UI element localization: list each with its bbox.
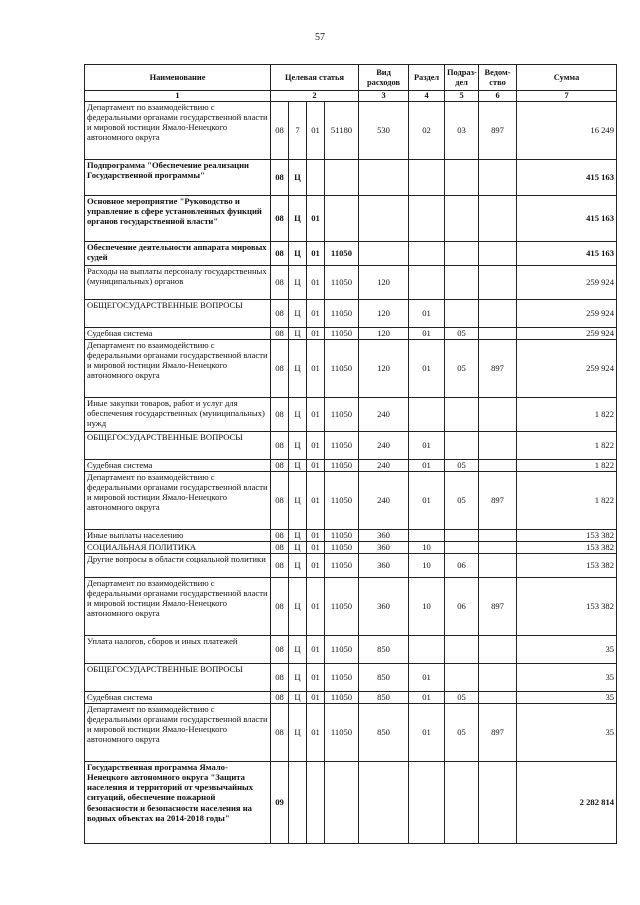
row-department (479, 530, 517, 542)
row-section (409, 196, 445, 242)
row-subsection (445, 242, 479, 266)
row-subsection (445, 160, 479, 196)
row-amount: 415 163 (517, 242, 617, 266)
header-row (85, 65, 617, 91)
row-subsection: 05 (445, 704, 479, 762)
row-name: ОБЩЕГОСУДАРСТВЕННЫЕ ВОПРОСЫ (85, 664, 271, 692)
row-target-program: 08 (271, 398, 289, 432)
row-expense-type: 360 (359, 542, 409, 554)
row-department (479, 664, 517, 692)
row-expense-type: 240 (359, 432, 409, 460)
row-target-code: 11050 (325, 340, 359, 398)
row-section (409, 266, 445, 300)
row-target-code (325, 196, 359, 242)
row-expense-type (359, 196, 409, 242)
row-target-program: 08 (271, 266, 289, 300)
row-subsection (445, 636, 479, 664)
row-section: 10 (409, 542, 445, 554)
row-target-code: 11050 (325, 664, 359, 692)
row-amount: 35 (517, 704, 617, 762)
row-amount: 1 822 (517, 432, 617, 460)
row-target-subprogram: Ц (289, 664, 307, 692)
row-section: 01 (409, 692, 445, 704)
row-amount: 2 282 814 (517, 762, 617, 844)
row-expense-type (359, 242, 409, 266)
row-target-subprogram: Ц (289, 636, 307, 664)
row-target-program: 08 (271, 102, 289, 160)
row-section (409, 530, 445, 542)
row-target-code: 11050 (325, 300, 359, 328)
row-expense-type: 120 (359, 300, 409, 328)
row-department: 897 (479, 472, 517, 530)
row-amount: 35 (517, 664, 617, 692)
row-amount: 259 924 (517, 266, 617, 300)
row-amount: 153 382 (517, 578, 617, 636)
row-target-subprogram: Ц (289, 542, 307, 554)
header-target: Целевая статья (271, 65, 359, 91)
row-amount: 35 (517, 692, 617, 704)
col-num-4: 4 (409, 91, 445, 102)
row-target-code: 11050 (325, 398, 359, 432)
row-section: 01 (409, 664, 445, 692)
row-amount: 259 924 (517, 340, 617, 398)
header-vid: Вид расходов (359, 65, 409, 91)
row-expense-type: 850 (359, 704, 409, 762)
row-target-program: 08 (271, 704, 289, 762)
row-target-program: 08 (271, 664, 289, 692)
row-name: Государственная программа Ямало-Ненецкого автономного округа "Защита населения и территорий от чрезвычайных ситуаций, обеспечение пожарной безопасности и безопасности населения на водных объектах на 2014-2018 годы" (85, 762, 271, 844)
row-subsection (445, 266, 479, 300)
row-target-code: 11050 (325, 692, 359, 704)
header-name: Наименование (85, 65, 271, 91)
row-name: СОЦИАЛЬНАЯ ПОЛИТИКА (85, 542, 271, 554)
row-target-event: 01 (307, 664, 325, 692)
row-subsection: 05 (445, 472, 479, 530)
row-target-program: 08 (271, 636, 289, 664)
row-name: Департамент по взаимодействию с федеральными органами государственной власти и мировой юстиции Ямало-Ненецкого автономного округа (85, 102, 271, 160)
row-section: 10 (409, 578, 445, 636)
row-department (479, 542, 517, 554)
row-subsection: 06 (445, 578, 479, 636)
row-target-subprogram: Ц (289, 266, 307, 300)
row-section: 02 (409, 102, 445, 160)
row-expense-type (359, 762, 409, 844)
row-name: Департамент по взаимодействию с федеральными органами государственной власти и мировой юстиции Ямало-Ненецкого автономного округа (85, 578, 271, 636)
header-podrazdel: Подраз-дел (445, 65, 479, 91)
row-target-program: 08 (271, 328, 289, 340)
row-target-program: 08 (271, 160, 289, 196)
row-target-code: 11050 (325, 432, 359, 460)
row-target-code: 51180 (325, 102, 359, 160)
table-row (85, 328, 617, 340)
row-section: 01 (409, 300, 445, 328)
row-name: Департамент по взаимодействию с федеральными органами государственной власти и мировой юстиции Ямало-Ненецкого автономного округа (85, 472, 271, 530)
row-amount: 153 382 (517, 530, 617, 542)
table-row (85, 196, 617, 242)
row-target-program: 08 (271, 554, 289, 578)
row-target-subprogram: Ц (289, 328, 307, 340)
row-target-event (307, 762, 325, 844)
table-row (85, 636, 617, 664)
row-target-subprogram: Ц (289, 160, 307, 196)
row-subsection: 06 (445, 554, 479, 578)
row-section (409, 762, 445, 844)
row-name: Уплата налогов, сборов и иных платежей (85, 636, 271, 664)
row-department (479, 160, 517, 196)
row-name: ОБЩЕГОСУДАРСТВЕННЫЕ ВОПРОСЫ (85, 432, 271, 460)
table-row (85, 266, 617, 300)
row-target-event: 01 (307, 300, 325, 328)
row-department (479, 328, 517, 340)
row-expense-type: 120 (359, 328, 409, 340)
row-subsection: 05 (445, 692, 479, 704)
header-summa: Сумма (517, 65, 617, 91)
row-subsection: 05 (445, 460, 479, 472)
row-name: Департамент по взаимодействию с федеральными органами государственной власти и мировой юстиции Ямало-Ненецкого автономного округа (85, 340, 271, 398)
row-target-subprogram: Ц (289, 578, 307, 636)
table-row (85, 432, 617, 460)
row-target-code: 11050 (325, 530, 359, 542)
header-razdel: Раздел (409, 65, 445, 91)
table-row (85, 160, 617, 196)
row-expense-type: 360 (359, 578, 409, 636)
row-name: Судебная система (85, 460, 271, 472)
row-amount: 1 822 (517, 460, 617, 472)
row-target-code: 11050 (325, 328, 359, 340)
row-name: ОБЩЕГОСУДАРСТВЕННЫЕ ВОПРОСЫ (85, 300, 271, 328)
row-target-code: 11050 (325, 578, 359, 636)
row-subsection (445, 398, 479, 432)
row-expense-type: 240 (359, 398, 409, 432)
table-row (85, 704, 617, 762)
table-row (85, 460, 617, 472)
row-target-event: 01 (307, 704, 325, 762)
row-section: 01 (409, 460, 445, 472)
row-expense-type: 850 (359, 692, 409, 704)
row-section: 01 (409, 340, 445, 398)
row-department: 897 (479, 578, 517, 636)
row-target-code: 11050 (325, 554, 359, 578)
table-row (85, 530, 617, 542)
row-target-program: 08 (271, 472, 289, 530)
row-department: 897 (479, 340, 517, 398)
row-subsection: 05 (445, 328, 479, 340)
col-num-5: 5 (445, 91, 479, 102)
row-department (479, 762, 517, 844)
row-department (479, 196, 517, 242)
column-number-row (85, 91, 617, 102)
row-amount: 259 924 (517, 300, 617, 328)
row-section: 01 (409, 704, 445, 762)
row-name: Департамент по взаимодействию с федеральными органами государственной власти и мировой юстиции Ямало-Ненецкого автономного округа (85, 704, 271, 762)
row-target-program: 08 (271, 196, 289, 242)
row-name: Расходы на выплаты персоналу государственных (муниципальных) органов (85, 266, 271, 300)
row-section: 01 (409, 328, 445, 340)
row-department (479, 432, 517, 460)
col-num-7: 7 (517, 91, 617, 102)
row-department (479, 266, 517, 300)
row-expense-type: 120 (359, 266, 409, 300)
table-row (85, 762, 617, 844)
row-section: 01 (409, 432, 445, 460)
row-target-event: 01 (307, 554, 325, 578)
row-target-program: 08 (271, 530, 289, 542)
row-target-event: 01 (307, 578, 325, 636)
row-target-subprogram: Ц (289, 530, 307, 542)
row-expense-type: 530 (359, 102, 409, 160)
row-target-subprogram: Ц (289, 242, 307, 266)
row-section: 10 (409, 554, 445, 578)
row-expense-type: 360 (359, 530, 409, 542)
row-target-code (325, 160, 359, 196)
row-target-event: 01 (307, 692, 325, 704)
row-section: 01 (409, 472, 445, 530)
col-num-3: 3 (359, 91, 409, 102)
row-target-event: 01 (307, 472, 325, 530)
row-amount: 153 382 (517, 542, 617, 554)
row-target-event: 01 (307, 328, 325, 340)
row-name: Другие вопросы в области социальной политики (85, 554, 271, 578)
row-amount: 16 249 (517, 102, 617, 160)
row-section (409, 636, 445, 664)
table-row (85, 554, 617, 578)
row-target-code: 11050 (325, 636, 359, 664)
row-target-code: 11050 (325, 704, 359, 762)
row-department (479, 692, 517, 704)
row-target-event: 01 (307, 196, 325, 242)
col-num-2: 2 (271, 91, 359, 102)
row-target-event: 01 (307, 340, 325, 398)
row-expense-type: 120 (359, 340, 409, 398)
budget-table (84, 64, 617, 844)
row-target-program: 08 (271, 242, 289, 266)
row-target-subprogram: Ц (289, 692, 307, 704)
row-department (479, 636, 517, 664)
table-row (85, 242, 617, 266)
row-target-event: 01 (307, 530, 325, 542)
row-target-subprogram: Ц (289, 398, 307, 432)
page-number: 57 (315, 32, 325, 43)
header-vedomstvo: Ведом-ство (479, 65, 517, 91)
row-subsection (445, 196, 479, 242)
table-row (85, 340, 617, 398)
row-section (409, 160, 445, 196)
row-target-code: 11050 (325, 472, 359, 530)
row-expense-type: 850 (359, 664, 409, 692)
row-amount: 35 (517, 636, 617, 664)
row-subsection (445, 300, 479, 328)
row-target-subprogram: 7 (289, 102, 307, 160)
row-target-subprogram: Ц (289, 196, 307, 242)
row-section (409, 398, 445, 432)
row-target-program: 08 (271, 432, 289, 460)
row-target-event: 01 (307, 398, 325, 432)
row-target-program: 08 (271, 460, 289, 472)
row-expense-type: 850 (359, 636, 409, 664)
row-name: Иные выплаты населению (85, 530, 271, 542)
row-section (409, 242, 445, 266)
row-amount: 1 822 (517, 398, 617, 432)
row-target-subprogram: Ц (289, 432, 307, 460)
table-row (85, 398, 617, 432)
table-row (85, 472, 617, 530)
row-subsection (445, 432, 479, 460)
row-name: Судебная система (85, 328, 271, 340)
row-target-event: 01 (307, 460, 325, 472)
row-target-program: 08 (271, 300, 289, 328)
row-subsection (445, 664, 479, 692)
row-department: 897 (479, 102, 517, 160)
table-row (85, 542, 617, 554)
row-subsection (445, 542, 479, 554)
row-name: Иные закупки товаров, работ и услуг для обеспечения государственных (муниципальных) нужд (85, 398, 271, 432)
row-target-code: 11050 (325, 542, 359, 554)
row-target-code (325, 762, 359, 844)
row-target-subprogram: Ц (289, 554, 307, 578)
row-target-subprogram: Ц (289, 300, 307, 328)
row-target-program: 08 (271, 542, 289, 554)
row-target-event: 01 (307, 542, 325, 554)
row-amount: 415 163 (517, 160, 617, 196)
row-name: Подпрограмма "Обеспечение реализации Государственной программы" (85, 160, 271, 196)
row-target-subprogram: Ц (289, 472, 307, 530)
row-target-code: 11050 (325, 242, 359, 266)
row-amount: 1 822 (517, 472, 617, 530)
row-target-code: 11050 (325, 460, 359, 472)
col-num-1: 1 (85, 91, 271, 102)
row-amount: 415 163 (517, 196, 617, 242)
row-target-program: 08 (271, 692, 289, 704)
row-department (479, 554, 517, 578)
row-expense-type: 240 (359, 460, 409, 472)
row-target-subprogram (289, 762, 307, 844)
col-num-6: 6 (479, 91, 517, 102)
row-department (479, 300, 517, 328)
row-amount: 153 382 (517, 554, 617, 578)
row-target-code: 11050 (325, 266, 359, 300)
row-amount: 259 924 (517, 328, 617, 340)
row-subsection: 05 (445, 340, 479, 398)
table-row (85, 578, 617, 636)
table-row (85, 300, 617, 328)
row-target-event: 01 (307, 266, 325, 300)
row-target-event: 01 (307, 102, 325, 160)
row-department (479, 398, 517, 432)
row-department (479, 242, 517, 266)
row-target-subprogram: Ц (289, 704, 307, 762)
row-expense-type (359, 160, 409, 196)
row-name: Основное мероприятие "Руководство и управление в сфере установленных функций органов государственной власти" (85, 196, 271, 242)
row-target-program: 08 (271, 578, 289, 636)
table-row (85, 664, 617, 692)
row-name: Обеспечение деятельности аппарата мировых судей (85, 242, 271, 266)
table-row (85, 692, 617, 704)
row-target-event: 01 (307, 242, 325, 266)
table-row (85, 102, 617, 160)
row-subsection (445, 762, 479, 844)
row-department (479, 460, 517, 472)
row-target-program: 08 (271, 340, 289, 398)
row-target-event (307, 160, 325, 196)
row-target-event: 01 (307, 636, 325, 664)
row-target-subprogram: Ц (289, 460, 307, 472)
row-department: 897 (479, 704, 517, 762)
row-subsection: 03 (445, 102, 479, 160)
row-name: Судебная система (85, 692, 271, 704)
row-expense-type: 240 (359, 472, 409, 530)
row-target-subprogram: Ц (289, 340, 307, 398)
row-target-program: 09 (271, 762, 289, 844)
row-target-event: 01 (307, 432, 325, 460)
row-subsection (445, 530, 479, 542)
row-expense-type: 360 (359, 554, 409, 578)
